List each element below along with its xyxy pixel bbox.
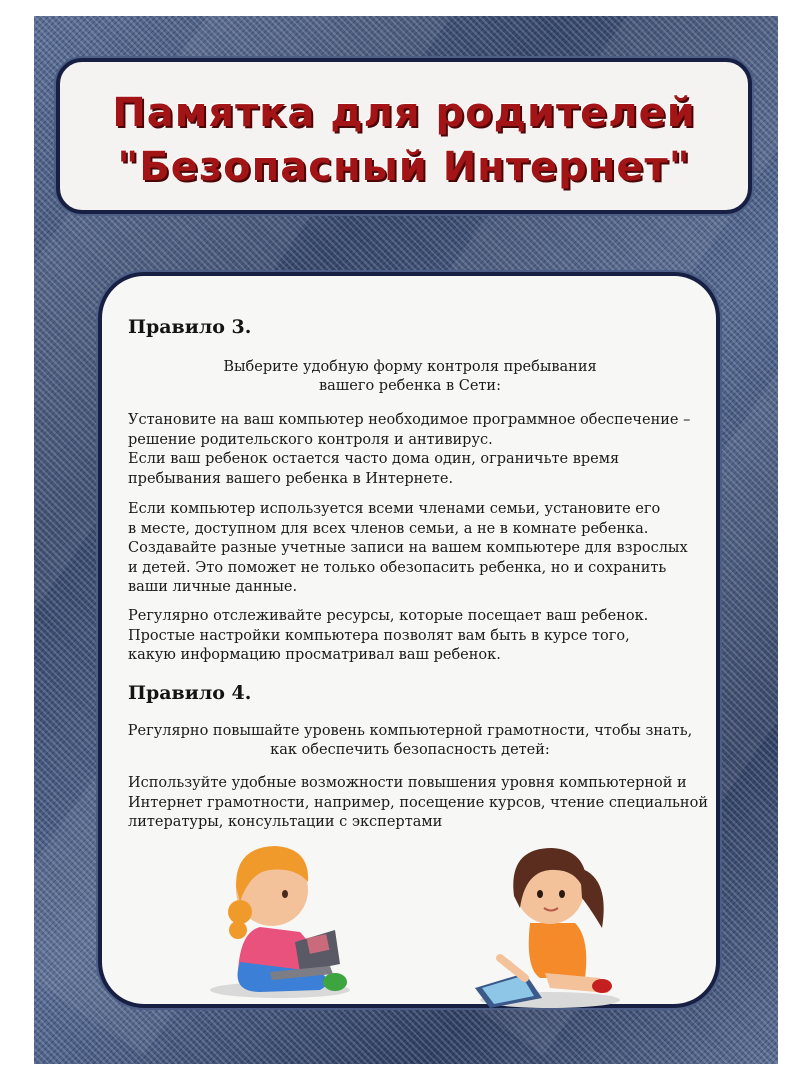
girl-with-tablet-icon <box>470 828 630 1013</box>
rule-3-paragraph-2: Если компьютер используется всеми членами семьи, установите его в месте, доступном для всех членов семьи, а не в комнате ребенка. Создавайте разные учетные записи на вашем компьютере для взрослых и детей. Это поможет не только обезопасить ребенка, но и сохранить ваши личные данные. <box>128 501 688 595</box>
rule-3-intro: Выберите удобную форму контроля пребывания вашего ребенка в Сети: <box>223 359 597 394</box>
rule-4-heading: Правило 4. <box>128 682 252 704</box>
rule-3-paragraph-3: Регулярно отслеживайте ресурсы, которые посещает ваш ребенок. Простые настройки компьютера позволят вам быть в курсе того, какую информацию просматривал ваш ребенок. <box>128 608 649 663</box>
rule-4-paragraph-1: Используйте удобные возможности повышения уровня компьютерной и Интернет грамотности, например, посещение курсов, чтение специальной литературы, консультации с экспертами <box>128 775 708 830</box>
rule-4-intro: Регулярно повышайте уровень компьютерной грамотности, чтобы знать, как обеспечить безопасность детей: <box>127 723 693 758</box>
girl-with-laptop-icon <box>200 832 360 1002</box>
rule-3-heading: Правило 3. <box>128 316 252 338</box>
title-line-2: "Безопасный Интернет" <box>117 144 691 190</box>
title-banner <box>56 58 752 214</box>
rule-3-paragraph-1: Установите на ваш компьютер необходимое программное обеспечение – решение родительского контроля и антивирус. Если ваш ребенок остается часто дома один, ограничьте время пребывания вашего ребенка в Интернете. <box>128 412 691 487</box>
title-line-1: Памятка для родителей <box>112 90 696 136</box>
